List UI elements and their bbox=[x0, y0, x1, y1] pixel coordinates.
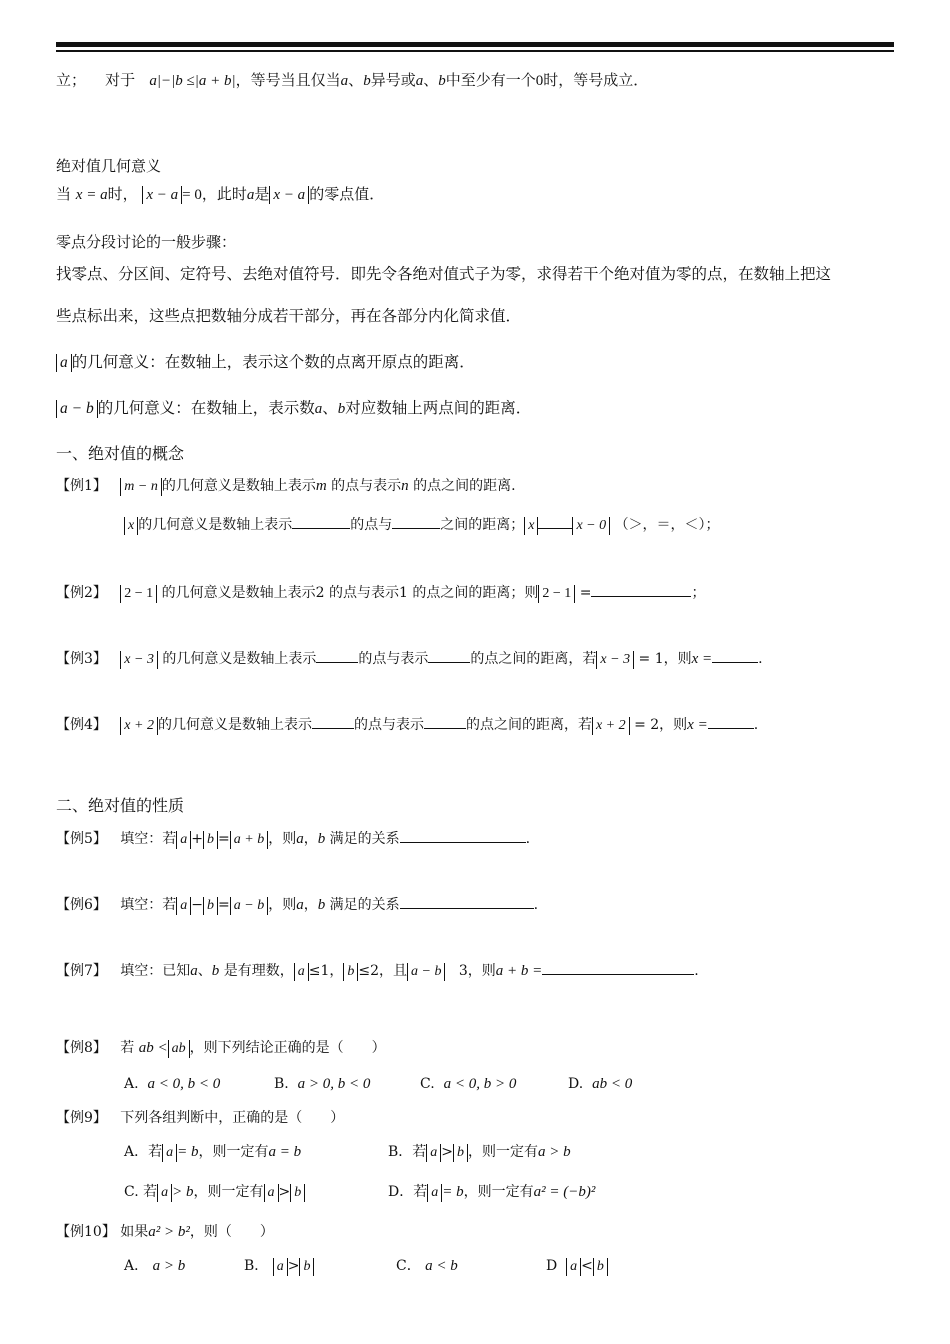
option-b[interactable]: B． a > b bbox=[244, 1256, 396, 1276]
option-c[interactable]: C． a < b bbox=[396, 1258, 458, 1274]
example-1-sub: x 的几何意义是数轴上表示 的点与 之间的距离； x x − 0 （＞，＝，＜）； bbox=[124, 514, 720, 535]
blank-2[interactable] bbox=[591, 582, 691, 597]
section-1-title: 一、绝对值的概念 bbox=[56, 444, 185, 463]
example-4: 【例4】 x + 2 的几何意义是数轴上表示 的点与表示 的点之间的距离，若 x + 2 = 2，则x = . bbox=[56, 714, 758, 735]
zero-segment-para-1: 找零点、分区间、定符号、去绝对值符号．即先令各绝对值式子为零，求得若干个绝对值为零的点，在数轴上把这 bbox=[56, 265, 832, 283]
triangle-inequality-line: 立； 对于 a|−|b ≤|a + b|，等号当且仅当a、b异号或a、b中至少有一个0时，等号成立． bbox=[56, 71, 649, 89]
blank-1c[interactable] bbox=[538, 514, 572, 529]
section-2-title: 二、绝对值的性质 bbox=[56, 796, 185, 815]
header-rule-thick bbox=[56, 42, 894, 47]
blank-7[interactable] bbox=[542, 960, 694, 975]
zero-segment-title: 零点分段讨论的一般步骤： bbox=[56, 233, 237, 251]
example-10-options bbox=[124, 1256, 608, 1276]
example-10: 【例10】 如果a² > b²，则（ ） bbox=[56, 1224, 274, 1240]
abs-a-meaning: a 的几何意义：在数轴上，表示这个数的点离开原点的距离． bbox=[56, 352, 475, 372]
example-7: 【例7】 填空：已知a、b 是有理数， a ≤1， b ≤2，且 a − b 3，则a + b = . bbox=[56, 960, 699, 981]
abs-a-minus-b-meaning: a − b 的几何意义：在数轴上，表示数a、b对应数轴上两点间的距离． bbox=[56, 398, 531, 419]
option-c[interactable]: C. 若 a > b，则一定有 a > b bbox=[124, 1182, 388, 1202]
example-9-row-1 bbox=[124, 1142, 571, 1162]
blank-4c[interactable] bbox=[708, 714, 754, 729]
option-c[interactable]: C. a < 0, b > 0 bbox=[420, 1076, 517, 1092]
blank-4b[interactable] bbox=[424, 714, 466, 729]
example-8: 【例8】 若 ab < ab ，则下列结论正确的是（ ） bbox=[56, 1040, 386, 1056]
inequality-expr: a|−|b ≤|a + b| bbox=[149, 73, 236, 89]
geo-title: 绝对值几何意义 bbox=[56, 157, 162, 175]
option-d[interactable]: D. ab < 0 bbox=[568, 1076, 633, 1092]
example-5: 【例5】 填空：若 a + b = a + b ，则a，b 满足的关系 . bbox=[56, 828, 530, 849]
blank-3c[interactable] bbox=[712, 648, 758, 663]
example-6: 【例6】 填空：若 a − b = a − b ，则a，b 满足的关系 . bbox=[56, 894, 538, 915]
option-d[interactable]: D a < b bbox=[546, 1256, 608, 1276]
blank-3b[interactable] bbox=[428, 648, 470, 663]
zero-point-line: 当 x = a时， x − a = 0，此时a是 x − a 的零点值． bbox=[56, 185, 385, 203]
example-8-options bbox=[124, 1074, 632, 1094]
option-d[interactable]: D．若 a = b，则一定有a² = (−b)² bbox=[388, 1184, 596, 1200]
blank-1a[interactable] bbox=[292, 514, 350, 529]
example-9: 【例9】 下列各组判断中，正确的是（ ） bbox=[56, 1110, 345, 1126]
option-b[interactable]: B．若 a > b ，则一定有a > b bbox=[388, 1144, 571, 1160]
example-1: 【例1】 m − n 的几何意义是数轴上表示m 的点与表示n 的点之间的距离. bbox=[56, 478, 516, 494]
header-rule-thin bbox=[56, 50, 894, 52]
blank-3a[interactable] bbox=[316, 648, 358, 663]
example-3: 【例3】 x − 3 的几何意义是数轴上表示 的点与表示 的点之间的距离，若 x − 3 = 1，则x = . bbox=[56, 648, 763, 669]
blank-1b[interactable] bbox=[392, 514, 440, 529]
blank-5[interactable] bbox=[400, 828, 526, 843]
option-a[interactable]: A． a > b bbox=[124, 1258, 186, 1274]
example-9-row-2 bbox=[124, 1182, 595, 1202]
option-a[interactable]: A．若 a = b，则一定有a = b bbox=[124, 1144, 302, 1160]
option-b[interactable]: B. a > 0, b < 0 bbox=[274, 1076, 371, 1092]
example-2: 【例2】 2 − 1 的几何意义是数轴上表示2 的点与表示1 的点之间的距离；则 2 − 1 = ； bbox=[56, 582, 705, 603]
blank-6[interactable] bbox=[400, 894, 534, 909]
blank-4a[interactable] bbox=[312, 714, 354, 729]
option-a[interactable]: A. a < 0, b < 0 bbox=[124, 1076, 221, 1092]
zero-segment-para-2: 些点标出来，这些点把数轴分成若干部分，再在各部分内化简求值． bbox=[56, 307, 522, 325]
